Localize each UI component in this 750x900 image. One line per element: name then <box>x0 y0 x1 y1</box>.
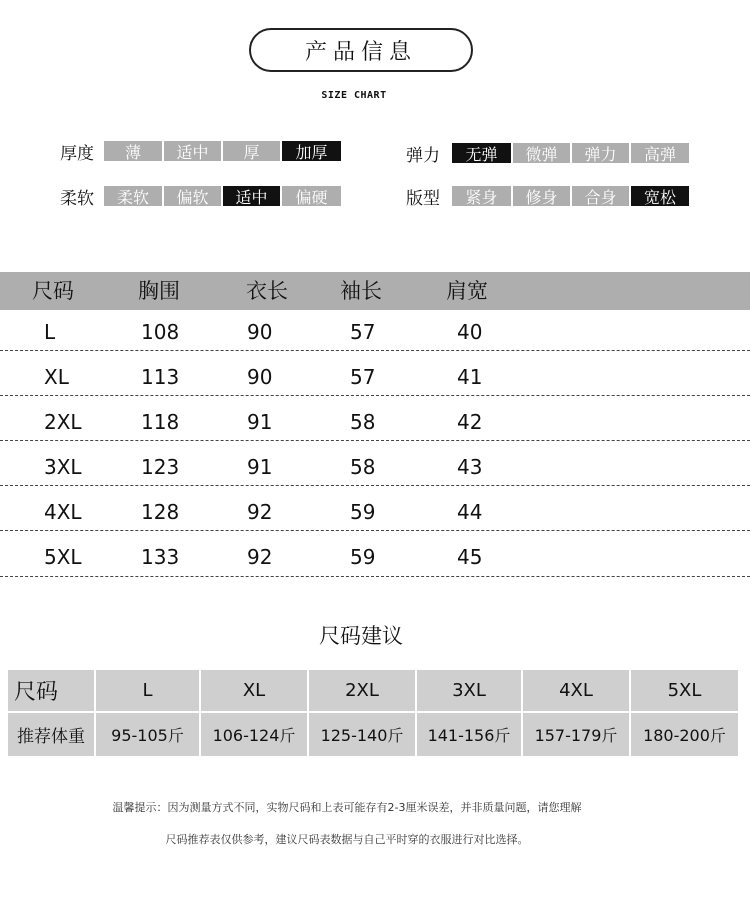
table-row <box>0 310 750 355</box>
cell-shoulder: 41 <box>457 365 483 389</box>
measurement-note: 温馨提示：因为测量方式不同，实物尺码和上表可能存有2-3厘米误差，并非质量问题，请您理解 <box>112 801 582 814</box>
softness-option-stiff: 偏硬 <box>282 186 341 206</box>
cell-length: 91 <box>247 455 273 479</box>
thickness-label: 厚度 <box>60 143 94 164</box>
advice-weight-cell: 106-124斤 <box>212 726 296 745</box>
softness-row <box>60 185 343 207</box>
thickness-option-thin: 薄 <box>104 141 162 161</box>
advice-weight-cell: 95-105斤 <box>111 726 184 745</box>
cell-chest: 133 <box>141 545 180 569</box>
advice-weight-cell: 180-200斤 <box>643 726 726 745</box>
cell-shoulder: 42 <box>457 410 483 434</box>
softness-option-medium: 适中 <box>223 186 280 206</box>
cell-sleeve: 58 <box>350 410 376 434</box>
row-divider <box>0 530 750 531</box>
reference-note: 尺码推荐表仅供参考，建议尺码表数据与自己平时穿的衣服进行对比选择。 <box>165 833 529 846</box>
advice-weight-cell: 141-156斤 <box>427 726 511 745</box>
cell-chest: 128 <box>141 500 180 524</box>
thickness-option-extra-thick: 加厚 <box>282 141 341 161</box>
cell-shoulder: 44 <box>457 500 483 524</box>
elasticity-option-high: 高弹 <box>631 143 689 163</box>
advice-weight-cell: 157-179斤 <box>534 726 618 745</box>
row-divider <box>0 576 750 577</box>
cell-length: 90 <box>247 320 273 344</box>
fit-option-tight: 紧身 <box>452 186 511 206</box>
cell-shoulder: 45 <box>457 545 483 569</box>
table-row <box>0 400 750 445</box>
cell-sleeve: 57 <box>350 365 376 389</box>
cell-length: 91 <box>247 410 273 434</box>
advice-weight-cell: 125-140斤 <box>320 726 404 745</box>
product-info-title <box>249 28 473 72</box>
advice-size-cell: 3XL <box>452 680 486 701</box>
header-chest: 胸围 <box>138 279 180 303</box>
advice-size-cell: XL <box>242 680 266 701</box>
table-row <box>0 490 750 535</box>
cell-length: 92 <box>247 500 273 524</box>
thickness-row <box>60 140 343 162</box>
product-info-title-text: 产品信息 <box>304 39 417 65</box>
size-advice-title: 尺码建议 <box>319 624 403 648</box>
row-divider <box>0 485 750 486</box>
thickness-option-medium: 适中 <box>164 141 221 161</box>
size-chart-subtitle: SIZE CHART <box>321 90 387 101</box>
cell-chest: 108 <box>141 320 180 344</box>
cell-chest: 123 <box>141 455 180 479</box>
row-divider <box>0 440 750 441</box>
thickness-option-thick: 厚 <box>223 141 280 161</box>
advice-size-cell: 5XL <box>667 680 702 701</box>
fit-option-regular: 合身 <box>572 186 629 206</box>
cell-length: 92 <box>247 545 273 569</box>
cell-sleeve: 57 <box>350 320 376 344</box>
advice-size-label: 尺码 <box>14 680 59 705</box>
size-table-header <box>0 272 750 310</box>
fit-label: 版型 <box>406 188 440 209</box>
cell-size: 2XL <box>44 410 82 434</box>
cell-shoulder: 43 <box>457 455 483 479</box>
cell-shoulder: 40 <box>457 320 483 344</box>
header-sleeve: 袖长 <box>340 279 382 303</box>
cell-sleeve: 59 <box>350 545 376 569</box>
cell-size: XL <box>44 365 69 389</box>
header-length: 衣长 <box>246 279 288 303</box>
row-divider <box>0 350 750 351</box>
row-divider <box>0 395 750 396</box>
fit-option-slim: 修身 <box>513 186 570 206</box>
cell-size: 4XL <box>44 500 82 524</box>
cell-sleeve: 59 <box>350 500 376 524</box>
elasticity-label: 弹力 <box>406 145 440 166</box>
softness-label: 柔软 <box>60 188 94 209</box>
softness-option-soft: 柔软 <box>104 186 162 206</box>
table-row <box>0 535 750 580</box>
cell-chest: 113 <box>141 365 180 389</box>
advice-weight-label: 推荐体重 <box>17 727 85 747</box>
softness-option-slightly-soft: 偏软 <box>164 186 221 206</box>
elasticity-option-slight: 微弹 <box>513 143 570 163</box>
elasticity-row <box>406 142 691 164</box>
advice-size-cell: L <box>142 680 153 701</box>
header-shoulder: 肩宽 <box>446 279 488 303</box>
table-row <box>0 355 750 400</box>
table-row <box>0 445 750 490</box>
size-advice-table <box>8 670 738 756</box>
cell-size: L <box>44 320 56 344</box>
cell-chest: 118 <box>141 410 180 434</box>
cell-sleeve: 58 <box>350 455 376 479</box>
elasticity-option-none: 无弹 <box>452 143 511 163</box>
cell-size: 5XL <box>44 545 82 569</box>
cell-length: 90 <box>247 365 273 389</box>
fit-option-loose: 宽松 <box>631 186 689 206</box>
advice-size-cell: 4XL <box>559 680 593 701</box>
header-size: 尺码 <box>32 279 74 303</box>
cell-size: 3XL <box>44 455 82 479</box>
elasticity-option-elastic: 弹力 <box>572 143 629 163</box>
fit-row <box>406 185 691 207</box>
advice-size-cell: 2XL <box>345 680 379 701</box>
